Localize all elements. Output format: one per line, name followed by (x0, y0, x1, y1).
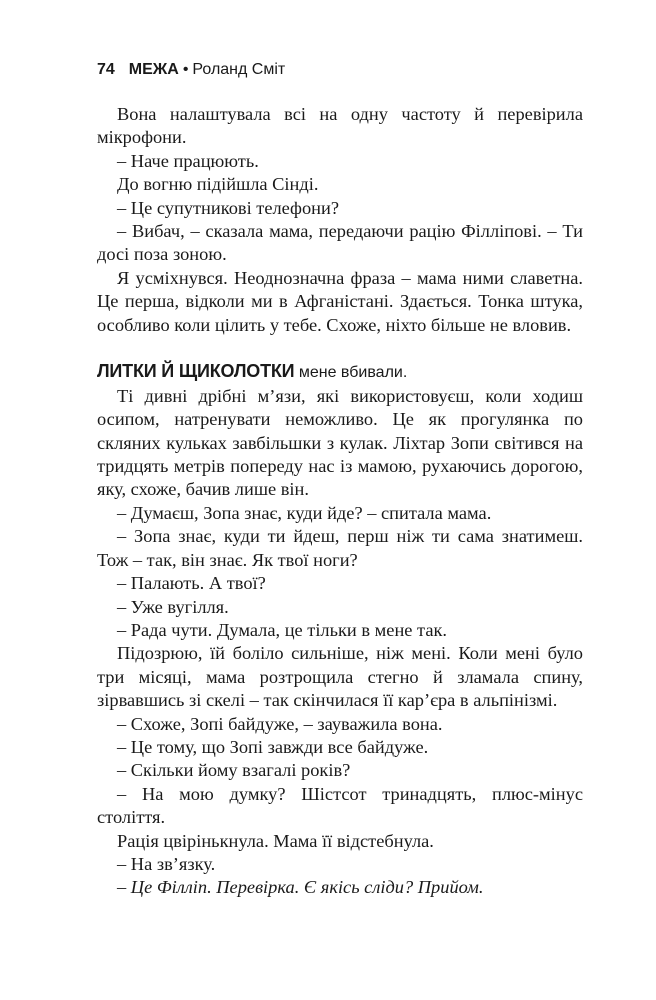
section-opening (97, 360, 583, 384)
dialogue-line: – На зв’язку. (117, 853, 216, 874)
paragraph: Рація цвірінькнула. Мама її відстебнула. (117, 830, 434, 851)
section-lead-rest: мене вбивали. (294, 364, 408, 382)
dialogue-line: – Уже вугілля. (117, 596, 229, 617)
dialogue-line: – На мою думку? Шістсот тринадцять, плюс-мінус століття. (97, 783, 583, 828)
dialogue-line: – Наче працюють. (117, 150, 259, 171)
section-lead-in: ЛИТКИ Й ЩИКОЛОТКИ (97, 361, 295, 382)
dialogue-line: – Скільки йому взагалі років? (117, 760, 351, 781)
header-separator: • (182, 61, 189, 78)
paragraph: Вона налаштувала всі на одну частоту й перевірила мікрофони. (97, 104, 583, 148)
dialogue-line: – Зопа знає, куди ти йдеш, перш ніж ти сама знатимеш. Тож – так, він знає. Як твої ноги? (97, 526, 583, 570)
running-head (97, 60, 285, 80)
radio-message-line: – Це Філліп. Перевірка. Є якісь сліди? Прийом. (117, 877, 484, 898)
dialogue-line: – Рада чути. Думала, це тільки в мене так. (117, 619, 448, 640)
dialogue-line: – Думаєш, Зопа знає, куди йде? – спитала мама. (117, 502, 492, 523)
dialogue-line: – Палають. А твої? (117, 573, 266, 594)
paragraph: Я усміхнувся. Неоднозначна фраза – мама ними славетна. Це перша, відколи ми в Афганістані. Здається. Тонка штука, особливо коли цілить у тебе. Схоже, ніхто більше не вловив. (97, 267, 583, 335)
body-text (97, 103, 583, 900)
paragraph: До вогню підійшла Сінді. (117, 174, 319, 195)
paragraph: Підозрюю, їй боліло сильніше, ніж мені. Коли мені було три місяці, мама розтрощила стегно й зламала спину, зірвавшись зі скелі – так скінчилася її кар’єра в альпінізмі. (97, 643, 583, 711)
author-name: Роланд Сміт (192, 61, 286, 78)
page-number: 74 (97, 61, 115, 78)
paragraph: Ті дивні дрібні м’язи, які використовуєш, коли ходиш осипом, натренувати неможливо. Це як прогулянка по скляних кульках завбільшки з кулак. Ліхтар Зопи світився на тридцять метрів попереду нас із мамою, рухаючись дорогою, яку, схоже, бачив лише він. (97, 385, 583, 500)
section-break (97, 337, 583, 360)
dialogue-line: – Це супутникові телефони? (117, 197, 340, 218)
book-title: МЕЖА (128, 61, 179, 78)
dialogue-line: – Вибач, – сказала мама, передаючи рацію Філліпові. – Ти досі поза зоною. (97, 221, 583, 265)
dialogue-line: – Схоже, Зопі байдуже, – зауважила вона. (117, 713, 443, 734)
dialogue-line: – Це тому, що Зопі завжди все байдуже. (117, 736, 429, 757)
